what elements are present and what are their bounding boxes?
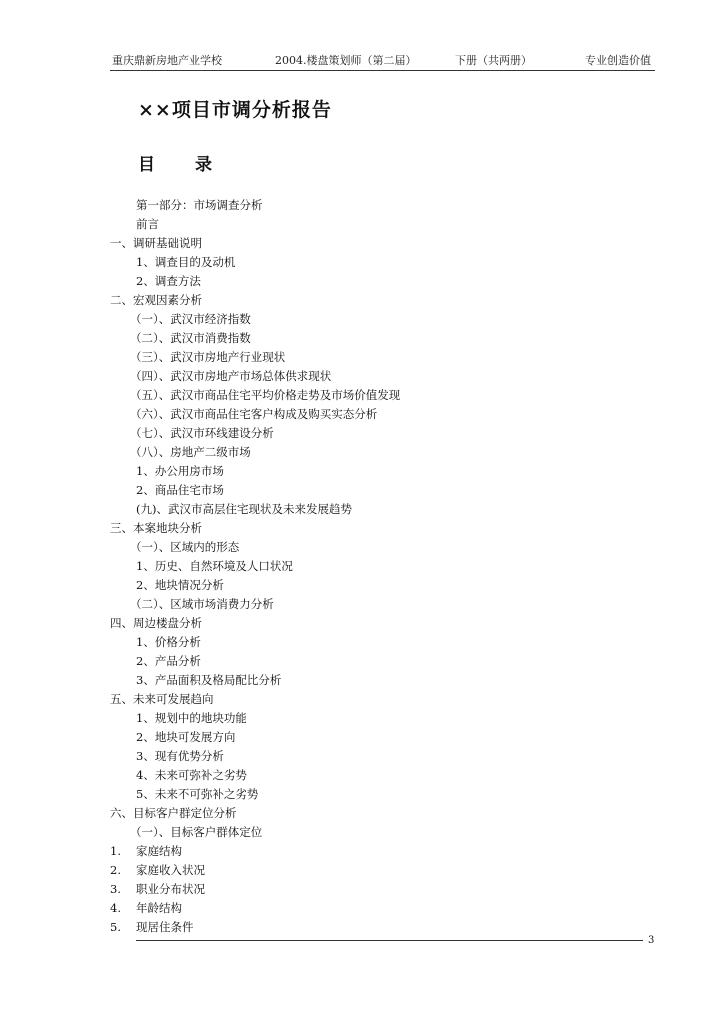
toc-entry [0,386,724,405]
toc-entry [0,614,724,633]
toc-entry-text: （一）、目标客户群体定位 [130,825,263,839]
toc-entry-text: 前言 [136,217,159,231]
toc-entry [0,196,724,215]
toc-entry-number: 5. [110,920,121,934]
toc-entry [0,519,724,538]
toc-heading-part2: 录 [195,155,212,175]
toc-entry [0,557,724,576]
toc-entry-text: 3、现有优势分析 [136,749,224,763]
toc-entry-text: 二、宏观因素分析 [110,293,202,307]
toc-entry-text: 家庭收入状况 [136,863,205,877]
toc-entry-number: 2. [110,863,121,877]
page-header [110,50,655,71]
header-course: 2004.楼盘策划师（第二届） [275,54,417,67]
toc-entry [0,595,724,614]
toc-entry-text: 五、未来可发展趋向 [110,692,214,706]
toc-entry [0,348,724,367]
toc-entry [0,899,724,918]
header-volume: 下册（共两册） [455,54,532,67]
toc-entry-text: 2、地块情况分析 [136,578,224,592]
document-title: ××项目市调分析报告 [138,99,332,121]
toc-entry-text: （一）、区域内的形态 [130,540,240,554]
toc-entry [0,576,724,595]
toc-entry [0,253,724,272]
toc-entry-text: 2、地块可发展方向 [136,730,236,744]
toc-entry [0,690,724,709]
toc-entry-text: 4、未来可弥补之劣势 [136,768,247,782]
toc-entry [0,880,724,899]
toc-entry [0,291,724,310]
toc-entry-text: （一）、武汉市经济指数 [130,312,251,326]
toc-entry-text: 1、调查目的及动机 [136,255,236,269]
toc-entry [0,861,724,880]
page-number: 3 [648,935,655,946]
toc-entry-text: 一、调研基础说明 [110,236,202,250]
toc-entry-text: （七）、武汉市环线建设分析 [130,426,274,440]
toc-entry [0,310,724,329]
toc-entry-number: 1. [110,844,121,858]
toc-entry [0,272,724,291]
toc-entry [0,918,724,937]
toc-entry-text: （四）、武汉市房地产市场总体供求现状 [130,369,332,383]
toc-entry-text: 2、调查方法 [136,274,201,288]
toc-entry-text: （二）、武汉市消费指数 [130,331,251,345]
toc-entry-text: （八）、房地产二级市场 [130,445,251,459]
toc-entry [0,652,724,671]
toc-entry [0,804,724,823]
toc-entry-number: 4. [110,901,121,915]
toc-entry [0,747,724,766]
toc-entry-text: 职业分布状况 [136,882,205,896]
toc-entry [0,842,724,861]
toc-heading [138,150,212,175]
toc-entry-text: 六、目标客户群定位分析 [110,806,237,820]
toc-entry [0,215,724,234]
toc-entry-text: （六）、武汉市商品住宅客户构成及购买实态分析 [130,407,378,421]
toc-entry-text: 1、价格分析 [136,635,201,649]
toc-entry [0,671,724,690]
toc-entry-text: （三）、武汉市房地产行业现状 [130,350,286,364]
toc-entry [0,367,724,386]
header-slogan: 专业创造价值 [585,54,651,67]
header-school: 重庆鼎新房地产业学校 [112,54,222,67]
toc-entry [0,500,724,519]
footer-rule [136,940,643,941]
toc-entry [0,633,724,652]
table-of-contents [0,196,724,937]
toc-entry-text: 2、产品分析 [136,654,201,668]
toc-entry [0,823,724,842]
toc-entry-text: （二）、区域市场消费力分析 [130,597,274,611]
toc-entry [0,234,724,253]
toc-entry-text: 年龄结构 [136,901,182,915]
toc-entry-number: 3. [110,882,121,896]
toc-entry [0,728,724,747]
toc-entry-text: 1、历史、自然环境及人口状况 [136,559,293,573]
toc-entry [0,538,724,557]
toc-entry [0,481,724,500]
toc-entry [0,405,724,424]
toc-heading-part1: 目 [138,155,155,175]
toc-entry-text: 3、产品面积及格局配比分析 [136,673,282,687]
toc-entry-text: 家庭结构 [136,844,182,858]
toc-entry [0,709,724,728]
toc-entry-text: 现居住条件 [136,920,194,934]
toc-entry-text: 2、商品住宅市场 [136,483,224,497]
toc-entry-text: 三、本案地块分析 [110,521,202,535]
toc-entry [0,424,724,443]
toc-entry [0,443,724,462]
toc-entry [0,462,724,481]
toc-entry [0,329,724,348]
toc-entry-text: (九)、武汉市高层住宅现状及未来发展趋势 [136,502,352,516]
toc-entry-text: 四、周边楼盘分析 [110,616,202,630]
toc-entry-text: 第一部分：市场调查分析 [136,198,263,212]
toc-entry-text: （五）、武汉市商品住宅平均价格走势及市场价值发现 [130,388,401,402]
toc-entry-text: 1、规划中的地块功能 [136,711,247,725]
toc-entry [0,785,724,804]
toc-entry-text: 1、办公用房市场 [136,464,224,478]
toc-entry [0,766,724,785]
toc-entry-text: 5、未来不可弥补之劣势 [136,787,259,801]
